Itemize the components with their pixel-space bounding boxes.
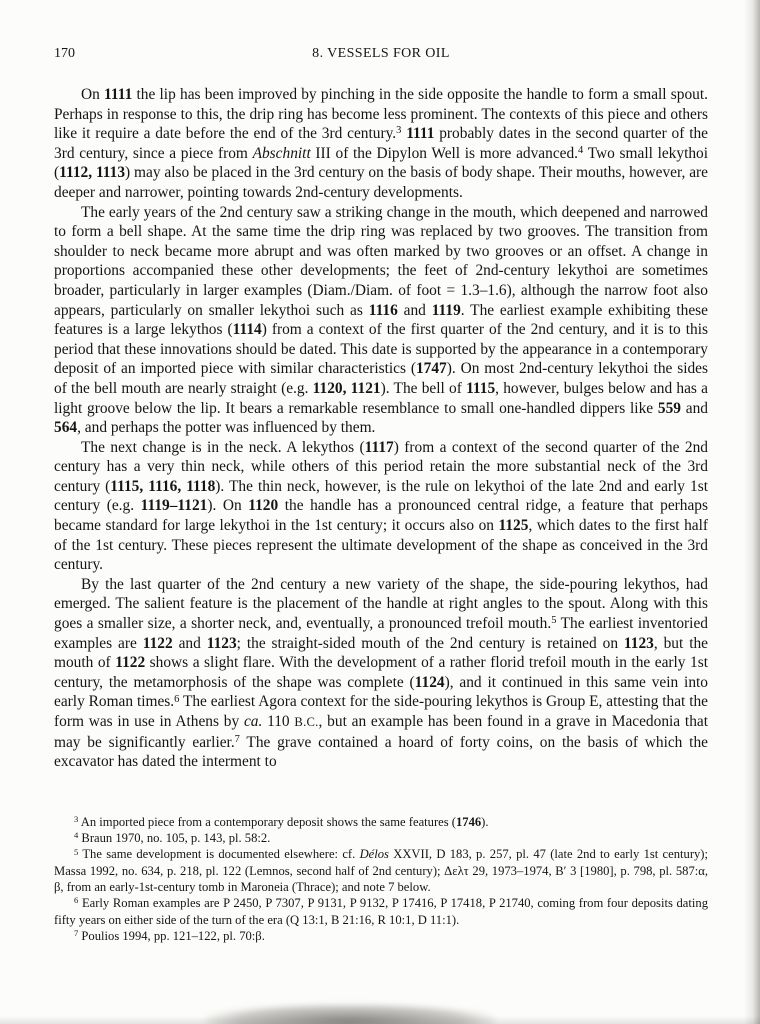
paragraph: On 1111 the lip has been improved by pinching in the side opposite the handle to form a small spout. Perhaps in response to this, the drip ring has become less prominent. The contexts of this piece and others like it require a date before the end of the 3rd century.$^3$ 1111 probably dates in the second quarter of the 3rd century, since a piece from Abschnitt III of the Dipylon Well is more advanced.$^4$ Two small lekythoi (1112, 1113) may also be placed in the 3rd century on the basis of body shape. Their mouths, however, are deeper and narrower, pointing towards 2nd-century developments. <box>54 86 709 201</box>
page-header <box>54 46 708 64</box>
page-content <box>54 46 708 944</box>
footnote: $^3$ An imported piece from a contemporary deposit shows the same features (1746). <box>74 813 489 829</box>
scan-right-edge-shadow <box>744 0 760 1024</box>
paragraph: The early years of the 2nd century saw a striking change in the mouth, which deepened and narrowed to form a bell shape. At the same time the drip ring was replaced by two grooves. The transition from shoulder to neck became more abrupt and was often marked by two grooves or an offset. A change in proportions accompanied these other developments; the feet of 2nd-century lekythoi are sometimes broader, particularly in larger examples (Diam./Diam. of foot = 1.3–1.6), although the narrow foot also appears, particularly on smaller lekythoi such as 1116 and 1119. The earliest example exhibiting these features is a large lekythos (1114) from a context of the first quarter of the 2nd century, and it is to this period that these innovations should be dated. This date is supported by the appearance in a contemporary deposit of an imported piece with similar characteristics (1747). On most 2nd-century lekythoi the sides of the bell mouth are nearly straight (e.g. 1120, 1121). The bell of 1115, however, bulges below and has a light groove below the lip. It bears a remarkable resemblance to small one-handled dippers like 559 and 564, and perhaps the potter was influenced by them. <box>54 203 709 437</box>
footnote: $^6$ Early Roman examples are P 2450, P 7307, P 9131, P 9132, P 17416, P 17418, P 21740, coming from four deposits dating fifty years on either side of the turn of the era (Q 13:1, B 21:16, R 10:1, D 11:1). <box>54 895 708 927</box>
scan-bottom-edge-shadow <box>0 1016 760 1024</box>
footnote: $^7$ Poulios 1994, pp. 121–122, pl. 70:β. <box>74 928 265 943</box>
scan-bottom-smudge <box>205 1004 495 1024</box>
footnote: $^4$ Braun 1970, no. 105, p. 143, pl. 58:2. <box>74 830 271 846</box>
page-number: 170 <box>54 46 75 61</box>
footnotes-section <box>54 814 708 944</box>
paragraph: By the last quarter of the 2nd century a new variety of the shape, the side-pouring lekythos, had emerged. The salient feature is the placement of the handle at right angles to the spout. Along with this goes a smaller size, a shorter neck, and, eventually, a pronounced trefoil mouth.$^5$ The earliest inventoried examples are 1122 and 1123; the straight-sided mouth of the 2nd century is retained on 1123, but the mouth of 1122 shows a slight flare. With the development of a rather florid trefoil mouth in the early 1st century, the metamorphosis of the shape was complete (1124), and it continued in this same vein into early Roman times.$^6$ The earliest Agora context for the side-pouring lekythos is Group E, attesting that the form was in use in Athens by ca. 110 B.C., but an example has been found in a grave in Macedonia that may be significantly earlier.$^7$ The grave contained a hoard of forty coins, on the basis of which the excavator has dated the interment to <box>54 575 708 771</box>
running-title: 8. VESSELS FOR OIL <box>312 46 450 61</box>
footnote: $^5$ The same development is documented elsewhere: cf. Délos XXVII, D 183, p. 257, pl. 47 (late 2nd to early 1st century); Massa 1992, no. 634, p. 218, pl. 122 (Lemnos, second half of 2nd century); Δελτ 29, 1973–1974, Β′ 3 [1980], p. 798, pl. 587:α, β, from an early-1st-century tomb in Maroneia (Thrace); and note 7 below. <box>54 846 708 894</box>
paragraph: The next change is in the neck. A lekythos (1117) from a context of the second quarter of the 2nd century has a very thin neck, while others of this period retain the more substantial neck of the 3rd century (1115, 1116, 1118). The thin neck, however, is the rule on lekythoi of the late 2nd and early 1st century (e.g. 1119–1121). On 1120 the handle has a pronounced central ridge, a feature that perhaps became standard for large lekythoi in the 1st century; it occurs also on 1125, which dates to the first half of the 1st century. These pieces represent the ultimate development of the shape as conceived in the 3rd century. <box>54 438 709 574</box>
body-text <box>54 85 708 772</box>
